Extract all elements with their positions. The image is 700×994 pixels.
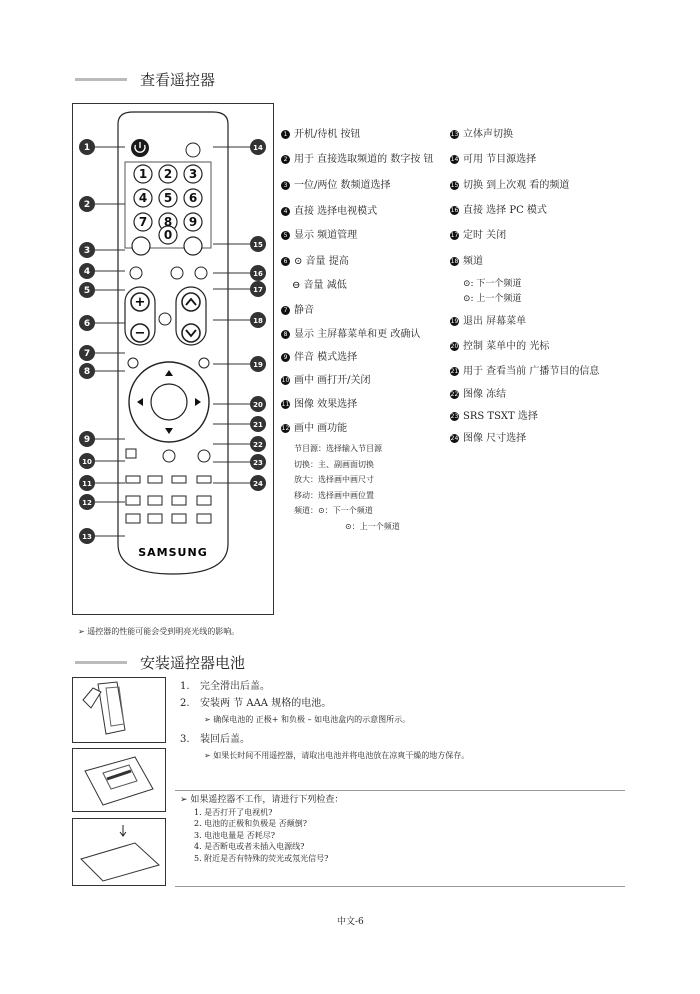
battery-step: [180, 733, 250, 747]
legend-number-badge: 10: [281, 377, 290, 384]
svg-text:20: 20: [253, 401, 263, 409]
legend-item-5: [281, 230, 357, 242]
check-divider-bottom: [175, 886, 625, 887]
svg-text:1: 1: [83, 143, 91, 153]
svg-text:+: +: [134, 295, 146, 310]
svg-text:16: 16: [253, 270, 263, 278]
svg-text:15: 15: [253, 241, 263, 249]
legend-number-badge: 18: [450, 258, 459, 265]
callout-16: [213, 265, 266, 281]
legend-item-3: [281, 180, 391, 192]
legend-number-badge: 8: [281, 330, 290, 339]
legend-item-14: [450, 154, 536, 166]
digit-label: 7: [138, 215, 148, 229]
digit-label: 0: [163, 228, 173, 242]
digit-label: 9: [188, 215, 198, 229]
pip-detail: 频道：⊙：下一个频道: [294, 506, 373, 515]
section-title-remote: 查看遥控器: [140, 71, 216, 89]
svg-text:2: 2: [83, 200, 91, 210]
battery-image-open-cover: [72, 677, 166, 743]
check-title: ➢ 如果遥控器不工作，请进行下列检查：: [180, 795, 344, 805]
legend-number-badge: 5: [281, 231, 290, 240]
legend-number-badge: 23: [450, 413, 459, 420]
svg-text:24: 24: [253, 480, 263, 488]
legend-item-19: [450, 316, 526, 328]
svg-text:13: 13: [82, 533, 92, 541]
callout-18: [213, 312, 266, 328]
callout-markers: [73, 104, 273, 614]
legend-text: SRS TSXT 选择: [463, 411, 538, 422]
battery-step-note: ➢ 如果长时间不用遥控器，请取出电池并将电池放在凉爽干燥的地方保存。: [204, 751, 470, 760]
battery-image-close-cover: [72, 818, 166, 886]
callout-14: [213, 139, 266, 155]
callout-13: [79, 528, 125, 544]
section-title-battery: 安装遥控器电池: [140, 654, 246, 672]
legend-text: 用于 查看当前 广播节目的信息: [463, 366, 600, 377]
callout-23: [213, 454, 266, 470]
svg-text:4: 4: [83, 267, 91, 277]
pip-detail: 移动：选择画中画位置: [294, 490, 374, 500]
legend-text: 显示 频道管理: [294, 230, 358, 241]
section-bar-remote: [75, 78, 127, 81]
pip-detail: ⊙：上一个频道: [345, 521, 400, 531]
legend-item-9: [281, 352, 357, 364]
callout-12: [79, 494, 125, 510]
step-text: 安装两 节 AAA 规格的电池。: [200, 698, 332, 709]
callout-3: [79, 242, 125, 258]
legend-text: 伴音 模式选择: [294, 352, 358, 363]
legend-number-badge: 3: [281, 181, 290, 190]
callout-5: [79, 282, 125, 298]
callout-19: [213, 356, 266, 372]
battery-image-insert: [72, 748, 166, 812]
step-number: 2.: [180, 698, 190, 709]
legend-number-badge: 1: [281, 130, 290, 139]
section-bar-battery: [75, 661, 127, 664]
svg-text:23: 23: [253, 459, 263, 467]
legend-number-badge: 19: [450, 318, 459, 325]
legend-item-18: [450, 256, 483, 268]
step-text: 装回后盖。: [200, 734, 250, 745]
battery-step: [180, 680, 270, 694]
legend-item-sub: [463, 293, 521, 305]
legend-number-badge: 17: [450, 232, 459, 239]
legend-item-22: [450, 389, 506, 401]
svg-text:11: 11: [82, 480, 92, 488]
legend-text: 直接 选择电视模式: [294, 206, 378, 217]
step-number: 1.: [180, 681, 190, 692]
legend-item-12: [281, 423, 347, 435]
step-number: 3.: [180, 734, 190, 745]
callout-9: [79, 431, 125, 447]
callout-8: [79, 363, 125, 379]
step-text: 完全滑出后盖。: [200, 681, 270, 692]
legend-item-21: [450, 366, 599, 378]
legend-number-badge: 13: [450, 131, 459, 138]
legend-item-7: [281, 305, 314, 317]
digit-label: 3: [188, 167, 198, 181]
legend-item-6: [281, 256, 349, 268]
check-item: 2. 电池的正极和负极是 否颠倒?: [194, 819, 308, 828]
battery-step-note: ➢ 确保电池的 正极+ 和负极 – 如电池盒内的示意图所示。: [204, 715, 411, 724]
legend-item-sub: [292, 280, 347, 292]
legend-text: 切换 到上次观 看的频道: [463, 180, 570, 191]
digit-label: 6: [188, 191, 198, 205]
legend-item-4: [281, 206, 377, 218]
legend-text: 一位/两位 数频道选择: [294, 180, 391, 191]
legend-number-badge: 9: [281, 353, 290, 362]
legend-item-1: [281, 129, 361, 141]
svg-text:21: 21: [253, 421, 263, 429]
legend-number-badge: 24: [450, 435, 459, 442]
callout-21: [213, 416, 266, 432]
legend-item-16: [450, 205, 547, 217]
svg-text:7: 7: [83, 349, 91, 359]
page-number: 中文-6: [337, 917, 364, 927]
legend-text: 退出 屏幕菜单: [463, 316, 527, 327]
legend-item-24: [450, 433, 526, 445]
legend-item-sub: [463, 278, 521, 290]
svg-text:−: −: [134, 326, 146, 341]
check-item: 3. 电池电量是 否耗尽?: [194, 830, 276, 840]
legend-item-20: [450, 341, 549, 353]
legend-text: 开机/待机 按钮: [294, 129, 361, 140]
legend-number-badge: 22: [450, 391, 459, 398]
callout-6: [79, 315, 125, 331]
remote-figure-frame: [72, 103, 274, 615]
legend-text: 用于 直接选取频道的 数字按 钮: [294, 154, 434, 165]
legend-text: 定时 关闭: [463, 230, 507, 241]
svg-text:9: 9: [83, 435, 91, 445]
legend-number-badge: 15: [450, 182, 459, 189]
legend-item-13: [450, 129, 513, 141]
svg-text:3: 3: [83, 246, 91, 256]
callout-11: [79, 475, 125, 491]
callout-7: [79, 345, 125, 361]
legend-text: 立体声切换: [463, 129, 513, 140]
callout-1: [79, 139, 125, 155]
svg-text:8: 8: [83, 367, 91, 377]
legend-text: 直接 选择 PC 模式: [463, 205, 547, 216]
svg-text:SAMSUNG: SAMSUNG: [138, 546, 208, 559]
check-list: [180, 795, 343, 864]
digit-label: 2: [163, 167, 173, 181]
callout-4: [79, 263, 125, 279]
legend-number-badge: 11: [281, 401, 290, 408]
battery-step: [180, 697, 331, 711]
legend-text: 图像 效果选择: [294, 399, 358, 410]
legend-item-15: [450, 180, 569, 192]
legend-text: 频道: [463, 256, 483, 267]
legend-item-10: [281, 375, 371, 387]
legend-number-badge: 14: [450, 156, 459, 163]
digit-label: 8: [163, 215, 173, 229]
legend-text: 可用 节目源选择: [463, 154, 537, 165]
legend-number-badge: 6: [281, 257, 290, 266]
svg-text:10: 10: [82, 458, 92, 466]
callout-20: [213, 396, 266, 412]
callout-22: [213, 436, 266, 452]
legend-item-8: [281, 329, 420, 341]
svg-text:6: 6: [83, 319, 91, 329]
svg-text:12: 12: [82, 499, 92, 507]
legend-text: 显示 主屏幕菜单和更 改确认: [294, 329, 421, 340]
check-item: 4. 是否断电或者未插入电源线?: [194, 842, 305, 851]
legend-item-17: [450, 230, 506, 242]
pip-detail: 节目源：选择输入节目源: [294, 444, 382, 453]
svg-text:17: 17: [253, 286, 263, 294]
check-divider-top: [175, 790, 625, 791]
legend-text: ⊙: 下一个频道: [463, 279, 522, 289]
check-item: 1. 是否打开了电视机?: [194, 807, 273, 817]
legend-number-badge: 12: [281, 425, 290, 432]
legend-item-11: [281, 399, 357, 411]
legend-number-badge: 20: [450, 343, 459, 350]
legend-text: 画中 画功能: [294, 423, 348, 434]
svg-text:14: 14: [253, 144, 263, 152]
legend-text: ⊖ 音量 减低: [292, 280, 347, 291]
svg-text:18: 18: [253, 317, 263, 325]
callout-15: [213, 236, 266, 252]
callout-2: [79, 196, 125, 212]
light-note: ➢ 遥控器的性能可能会受到明亮光线的影响。: [78, 627, 240, 636]
svg-text:5: 5: [83, 286, 91, 296]
legend-number-badge: 16: [450, 207, 459, 214]
legend-text: 静音: [294, 305, 314, 316]
digit-label: 4: [138, 191, 148, 205]
legend-text: 控制 菜单中的 光标: [463, 341, 550, 352]
check-item: 5. 附近是否有特殊的荧光或氖光信号?: [194, 853, 329, 863]
legend-item-23: [450, 411, 538, 423]
svg-text:22: 22: [253, 441, 263, 449]
svg-text:19: 19: [253, 361, 263, 369]
pip-detail: 切换：主、副画面切换: [294, 459, 374, 469]
legend-text: ⊙: 上一个频道: [463, 294, 522, 304]
legend-number-badge: 4: [281, 207, 290, 216]
callout-10: [79, 453, 125, 469]
pip-detail: 放大：选择画中画尺寸: [294, 475, 374, 484]
callout-17: [213, 281, 266, 297]
legend-text: 画中 画打开/关闭: [294, 375, 371, 386]
digit-label: 5: [163, 191, 173, 205]
digit-label: 1: [138, 167, 148, 181]
legend-item-2: [281, 154, 434, 166]
legend-text: 图像 冻结: [463, 389, 507, 400]
callout-24: [213, 475, 266, 491]
legend-number-badge: 7: [281, 306, 290, 315]
legend-text: ⊙ 音量 提高: [294, 256, 349, 267]
legend-text: 图像 尺寸选择: [463, 433, 527, 444]
legend-number-badge: 2: [281, 155, 290, 164]
legend-number-badge: 21: [450, 368, 459, 375]
